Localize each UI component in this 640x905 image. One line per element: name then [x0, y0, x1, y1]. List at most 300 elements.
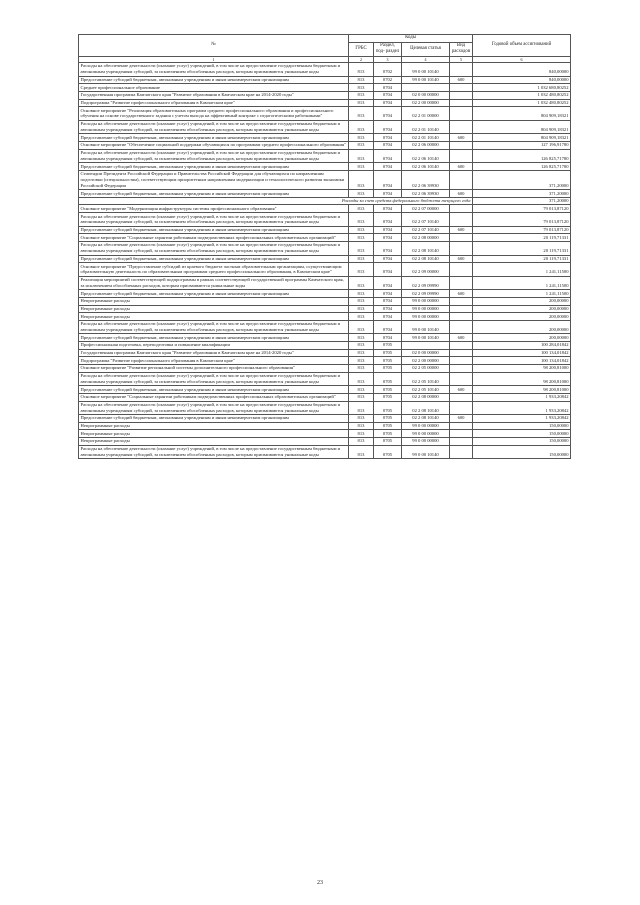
row-target-article: 02 0 00 00000 [402, 349, 450, 357]
row-target-article: 02 2 01 10140 [402, 120, 450, 134]
row-grbs: 813 [349, 357, 374, 365]
row-name: Непрограммные расходы [79, 430, 349, 438]
header-number: № [79, 35, 349, 57]
column-index: 2 [349, 56, 374, 62]
budget-table [78, 34, 571, 459]
table-row [79, 141, 571, 149]
column-index: 4 [402, 56, 450, 62]
row-razdel: 0705 [374, 386, 402, 394]
row-expense-type: 600 [450, 226, 473, 234]
table-row [79, 415, 571, 423]
row-name: Реализация мероприятий соответствующей подпрограммы в рамках соответствующей государственной программы Камчатского края, за исключением обособленных расходов, которым присваиваются уникальные коды [79, 276, 349, 290]
row-grbs: 813 [349, 422, 374, 430]
row-sum: 840,00000 [473, 63, 571, 77]
row-name: Стипендии Президента Российской Федерации и Правительства Российской Федерации для обучающихся по направлениям подготовки (специальностям), соответствующим приоритетным направлениям модернизации и технологического развития экономики Российской Федерации [79, 170, 349, 189]
row-grbs: 813 [349, 365, 374, 373]
row-grbs: 813 [349, 63, 374, 77]
row-sum: 127 196,91780 [473, 141, 571, 149]
row-target-article: 02 2 06 10140 [402, 149, 450, 163]
row-razdel: 0704 [374, 134, 402, 142]
row-sum: 98 200,81000 [473, 386, 571, 394]
row-grbs: 813 [349, 190, 374, 198]
header-target-article: Целевая статья [402, 42, 450, 56]
row-sum: 371,20000 [473, 170, 571, 189]
row-expense-type [450, 438, 473, 446]
row-name: Непрограммные расходы [79, 313, 349, 321]
row-name: Предоставление субсидий бюджетным, автономным учреждениям и иным некоммерческим организациям [79, 190, 349, 198]
row-name: Предоставление субсидий бюджетным, автономным учреждениям и иным некоммерческим организациям [79, 386, 349, 394]
table-row [79, 263, 571, 277]
row-target-article: 99 0 00 00000 [402, 297, 450, 305]
column-index: 5 [450, 56, 473, 62]
table-row [79, 99, 571, 107]
table-row [79, 234, 571, 242]
table-row [79, 297, 571, 305]
row-expense-type: 600 [450, 190, 473, 198]
row-expense-type [450, 342, 473, 350]
row-target-article: 02 2 08 00000 [402, 393, 450, 401]
row-name: Расходы на обеспечение деятельности (оказание услуг) учреждений, в том числе на предоставление государственным бюджетным и автономным учреждениям субсидий, за исключением обособленных расходов, которым присваиваются уникальные коды [79, 120, 349, 134]
row-name: Основное мероприятие "Модернизация инфраструктуры системы профессионального образования" [79, 205, 349, 213]
row-razdel: 0705 [374, 415, 402, 423]
row-expense-type [450, 422, 473, 430]
row-sum: 79 013,87120 [473, 205, 571, 213]
row-target-article: 02 2 08 10140 [402, 241, 450, 255]
row-sum: 98 200,81000 [473, 372, 571, 386]
row-target-article: 99 0 00 00000 [402, 313, 450, 321]
row-grbs: 813 [349, 342, 374, 350]
row-grbs: 813 [349, 305, 374, 313]
row-target-article: 02 2 00 00000 [402, 357, 450, 365]
row-sum: 1 032 680,80252 [473, 84, 571, 92]
row-target-article: 99 0 00 00000 [402, 438, 450, 446]
row-expense-type [450, 234, 473, 242]
row-target-article: 02 2 08 10140 [402, 415, 450, 423]
row-razdel: 0704 [374, 205, 402, 213]
table-row [79, 349, 571, 357]
row-expense-type: 600 [450, 386, 473, 394]
row-razdel: 0704 [374, 313, 402, 321]
row-grbs: 813 [349, 149, 374, 163]
row-target-article [402, 84, 450, 92]
header-grbs: ГРБС [349, 42, 374, 56]
row-target-article: 02 2 08 10140 [402, 401, 450, 415]
row-expense-type: 600 [450, 163, 473, 171]
row-grbs: 813 [349, 205, 374, 213]
row-grbs: 813 [349, 76, 374, 84]
row-grbs: 813 [349, 297, 374, 305]
row-razdel: 0704 [374, 163, 402, 171]
table-row [79, 163, 571, 171]
row-grbs: 813 [349, 163, 374, 171]
row-grbs: 813 [349, 430, 374, 438]
row-grbs: 813 [349, 84, 374, 92]
row-name: Профессиональная подготовка, переподготовка и повышение квалификации [79, 342, 349, 350]
row-target-article: 02 2 09 00000 [402, 263, 450, 277]
row-name: Государственная программа Камчатского края "Развитие образования в Камчатском крае на 2014-2020 годы" [79, 349, 349, 357]
row-expense-type [450, 213, 473, 227]
row-sum: 200,00000 [473, 320, 571, 334]
row-grbs: 813 [349, 445, 374, 459]
row-grbs: 813 [349, 99, 374, 107]
row-razdel: 0705 [374, 357, 402, 365]
row-sum: 200,00000 [473, 305, 571, 313]
row-sum: 20 119,71331 [473, 241, 571, 255]
page-number: 23 [317, 880, 323, 886]
row-grbs: 813 [349, 134, 374, 142]
row-sum: 20 119,71331 [473, 234, 571, 242]
row-target-article: 02 2 06 39930 [402, 170, 450, 189]
row-target-article: 99 0 00 10140 [402, 334, 450, 342]
row-sum: 100 134,01842 [473, 357, 571, 365]
table-row [79, 276, 571, 290]
row-expense-type [450, 393, 473, 401]
row-razdel: 0704 [374, 334, 402, 342]
row-sum: 126 825,71780 [473, 149, 571, 163]
row-sum: 1 032 480,80252 [473, 91, 571, 99]
table-row [79, 401, 571, 415]
row-grbs: 813 [349, 349, 374, 357]
row-grbs: 813 [349, 415, 374, 423]
table-row [79, 313, 571, 321]
table-row [79, 386, 571, 394]
row-name: Подпрограмма "Развитие профессионального образования в Камчатском крае" [79, 99, 349, 107]
row-expense-type [450, 263, 473, 277]
row-name: Предоставление субсидий бюджетным, автономным учреждениям и иным некоммерческим организациям [79, 134, 349, 142]
row-target-article: 99 0 00 00000 [402, 430, 450, 438]
row-grbs: 813 [349, 141, 374, 149]
row-target-article: 02 2 06 39930 [402, 190, 450, 198]
row-razdel: 0704 [374, 226, 402, 234]
row-name: Непрограммные расходы [79, 438, 349, 446]
table-row [79, 226, 571, 234]
table-row [79, 290, 571, 298]
row-razdel: 0704 [374, 320, 402, 334]
row-expense-type [450, 357, 473, 365]
table-row [79, 63, 571, 77]
row-expense-type [450, 430, 473, 438]
row-name: Расходы на обеспечение деятельности (оказание услуг) учреждений, в том числе на предоставление государственным бюджетным и автономным учреждениям субсидий, за исключением обособленных расходов, которым присваиваются уникальные коды [79, 445, 349, 459]
row-sum: 98 200,81000 [473, 365, 571, 373]
row-expense-type [450, 107, 473, 121]
row-sum: 1 032 480,80252 [473, 99, 571, 107]
row-grbs: 813 [349, 255, 374, 263]
row-target-article: 02 2 09 09990 [402, 290, 450, 298]
row-razdel: 0705 [374, 422, 402, 430]
row-sum: 20 119,71331 [473, 255, 571, 263]
note-text: Расходы за счет средств федерального бюджета текущего года [79, 197, 473, 205]
row-razdel: 0704 [374, 141, 402, 149]
row-expense-type: 600 [450, 334, 473, 342]
row-grbs: 813 [349, 386, 374, 394]
row-name: Основное мероприятие "Обеспечение социальной поддержки обучающихся по программам среднего профессионального образования" [79, 141, 349, 149]
table-row [79, 372, 571, 386]
row-grbs: 813 [349, 320, 374, 334]
row-sum: 79 013,87120 [473, 226, 571, 234]
row-razdel: 0704 [374, 290, 402, 298]
row-expense-type [450, 91, 473, 99]
table-row [79, 241, 571, 255]
row-razdel: 0705 [374, 349, 402, 357]
row-expense-type [450, 241, 473, 255]
document-page [78, 34, 570, 459]
column-index: 3 [374, 56, 402, 62]
table-row [79, 305, 571, 313]
row-expense-type [450, 205, 473, 213]
row-sum: 150,00000 [473, 422, 571, 430]
row-razdel: 0704 [374, 213, 402, 227]
table-row [79, 438, 571, 446]
table-row [79, 342, 571, 350]
row-name: Основное мероприятие "Предоставление субсидий из краевого бюджета частным образовательным организациям, осуществляющим образовательную деятельность по образовательным программам среднего профессионального образования, в Камчатском крае" [79, 263, 349, 277]
table-row [79, 134, 571, 142]
table-row [79, 205, 571, 213]
row-razdel: 0705 [374, 430, 402, 438]
row-name: Расходы на обеспечение деятельности (оказание услуг) учреждений, в том числе на предоставление государственным бюджетным и автономным учреждениям субсидий, за исключением обособленных расходов, которым присваиваются уникальные коды [79, 401, 349, 415]
row-razdel: 0704 [374, 84, 402, 92]
table-row [79, 190, 571, 198]
row-grbs: 813 [349, 120, 374, 134]
row-expense-type [450, 99, 473, 107]
header-razdel: Раздел, под- раздел [374, 42, 402, 56]
row-razdel: 0704 [374, 263, 402, 277]
row-target-article: 99 0 00 00000 [402, 422, 450, 430]
row-expense-type [450, 276, 473, 290]
row-grbs: 813 [349, 213, 374, 227]
row-expense-type [450, 365, 473, 373]
row-sum: 1 933,20842 [473, 393, 571, 401]
table-row [79, 197, 571, 205]
row-target-article: 02 2 00 00000 [402, 99, 450, 107]
row-grbs: 813 [349, 107, 374, 121]
table-row [79, 365, 571, 373]
row-target-article: 02 2 01 10140 [402, 134, 450, 142]
row-razdel: 0702 [374, 76, 402, 84]
row-razdel: 0704 [374, 149, 402, 163]
row-sum: 100 284,01842 [473, 342, 571, 350]
row-name: Основное мероприятие "Социальные гарантии работникам подведомственных профессиональных образовательных организаций" [79, 234, 349, 242]
table-row [79, 91, 571, 99]
row-name: Предоставление субсидий бюджетным, автономным учреждениям и иным некоммерческим организациям [79, 76, 349, 84]
row-grbs: 813 [349, 401, 374, 415]
row-grbs: 813 [349, 393, 374, 401]
row-target-article: 02 2 05 10140 [402, 386, 450, 394]
row-expense-type [450, 401, 473, 415]
row-razdel: 0705 [374, 365, 402, 373]
row-razdel: 0705 [374, 372, 402, 386]
row-name: Предоставление субсидий бюджетным, автономным учреждениям и иным некоммерческим организациям [79, 226, 349, 234]
row-razdel: 0704 [374, 234, 402, 242]
row-sum: 1 933,20842 [473, 401, 571, 415]
row-target-article: 99 0 00 10140 [402, 76, 450, 84]
row-name: Предоставление субсидий бюджетным, автономным учреждениям и иным некоммерческим организациям [79, 415, 349, 423]
row-target-article: 02 0 00 00000 [402, 91, 450, 99]
row-name: Расходы на обеспечение деятельности (оказание услуг) учреждений, в том числе на предоставление государственным бюджетным и автономным учреждениям субсидий, за исключением обособленных расходов, которым присваиваются уникальные коды [79, 213, 349, 227]
row-name: Предоставление субсидий бюджетным, автономным учреждениям и иным некоммерческим организациям [79, 163, 349, 171]
row-sum: 200,00000 [473, 313, 571, 321]
row-expense-type [450, 63, 473, 77]
row-expense-type [450, 84, 473, 92]
row-sum: 840,00000 [473, 76, 571, 84]
row-razdel: 0705 [374, 438, 402, 446]
row-target-article [402, 342, 450, 350]
row-razdel: 0704 [374, 255, 402, 263]
row-target-article: 02 2 05 00000 [402, 365, 450, 373]
row-sum: 371,20000 [473, 197, 571, 205]
table-row [79, 76, 571, 84]
row-expense-type [450, 149, 473, 163]
row-razdel: 0704 [374, 305, 402, 313]
row-name: Непрограммные расходы [79, 305, 349, 313]
row-grbs: 813 [349, 276, 374, 290]
row-expense-type [450, 297, 473, 305]
row-target-article: 02 2 09 09990 [402, 276, 450, 290]
row-grbs: 813 [349, 313, 374, 321]
row-sum: 79 013,87120 [473, 213, 571, 227]
row-sum: 1 241,11500 [473, 263, 571, 277]
row-expense-type: 600 [450, 255, 473, 263]
row-razdel: 0704 [374, 190, 402, 198]
row-expense-type [450, 141, 473, 149]
table-row [79, 213, 571, 227]
row-sum: 804 909,18321 [473, 134, 571, 142]
row-sum: 200,00000 [473, 334, 571, 342]
row-target-article: 02 2 08 10140 [402, 255, 450, 263]
row-target-article: 02 2 07 00000 [402, 205, 450, 213]
row-target-article: 02 2 01 00000 [402, 107, 450, 121]
row-sum: 150,00000 [473, 438, 571, 446]
row-razdel: 0704 [374, 276, 402, 290]
row-expense-type: 600 [450, 415, 473, 423]
table-header-row-1 [79, 35, 571, 43]
row-razdel: 0705 [374, 401, 402, 415]
table-row [79, 120, 571, 134]
row-target-article: 02 2 07 10140 [402, 226, 450, 234]
row-sum: 1 933,20842 [473, 415, 571, 423]
row-expense-type [450, 349, 473, 357]
row-name: Предоставление субсидий бюджетным, автономным учреждениям и иным некоммерческим организациям [79, 334, 349, 342]
row-sum: 1 241,11500 [473, 290, 571, 298]
table-row [79, 255, 571, 263]
row-razdel: 0704 [374, 99, 402, 107]
table-row [79, 84, 571, 92]
table-row [79, 170, 571, 189]
row-grbs: 813 [349, 263, 374, 277]
row-expense-type [450, 445, 473, 459]
row-grbs: 813 [349, 290, 374, 298]
table-row [79, 430, 571, 438]
header-codes: Коды [349, 35, 473, 43]
table-row [79, 334, 571, 342]
row-grbs: 813 [349, 438, 374, 446]
row-sum: 804 909,18321 [473, 107, 571, 121]
row-grbs: 813 [349, 91, 374, 99]
row-name: Непрограммные расходы [79, 297, 349, 305]
row-sum: 100 134,01842 [473, 349, 571, 357]
row-name: Расходы на обеспечение деятельности (оказание услуг) учреждений, в том числе на предоставление государственным бюджетным и автономным учреждениям субсидий, за исключением обособленных расходов, которым присваиваются уникальные коды [79, 149, 349, 163]
row-razdel: 0704 [374, 170, 402, 189]
row-name: Расходы на обеспечение деятельности (оказание услуг) учреждений, в том числе на предоставление государственным бюджетным и автономным учреждениям субсидий, за исключением обособленных расходов, которым присваиваются уникальные коды [79, 320, 349, 334]
row-razdel: 0704 [374, 241, 402, 255]
row-name: Основное мероприятие "Социальные гарантии работникам подведомственных профессиональных образовательных организаций" [79, 393, 349, 401]
row-name: Государственная программа Камчатского края "Развитие образования в Камчатском крае на 2014-2020 годы" [79, 91, 349, 99]
table-row [79, 320, 571, 334]
row-sum: 126 825,71780 [473, 163, 571, 171]
row-sum: 150,00000 [473, 445, 571, 459]
row-expense-type: 600 [450, 290, 473, 298]
row-grbs: 813 [349, 372, 374, 386]
row-target-article: 99 0 00 00000 [402, 305, 450, 313]
row-name: Среднее профессиональное образование [79, 84, 349, 92]
table-row [79, 357, 571, 365]
header-expense-type: Вид расходов [450, 42, 473, 56]
row-target-article: 99 0 00 10140 [402, 63, 450, 77]
row-sum: 150,00000 [473, 430, 571, 438]
table-row [79, 107, 571, 121]
row-razdel: 0702 [374, 63, 402, 77]
row-grbs: 813 [349, 234, 374, 242]
row-grbs: 813 [349, 241, 374, 255]
row-grbs: 813 [349, 334, 374, 342]
row-target-article: 02 2 06 10140 [402, 163, 450, 171]
row-expense-type [450, 120, 473, 134]
column-index: 6 [473, 56, 571, 62]
row-sum: 804 909,18321 [473, 120, 571, 134]
row-expense-type: 600 [450, 76, 473, 84]
header-annual-sum: Годовой объем ассигнований [473, 35, 571, 57]
row-razdel: 0705 [374, 342, 402, 350]
column-index: 1 [79, 56, 349, 62]
row-target-article: 02 2 06 00000 [402, 141, 450, 149]
row-grbs: 813 [349, 226, 374, 234]
row-sum: 371,20000 [473, 190, 571, 198]
row-expense-type [450, 170, 473, 189]
row-sum: 200,00000 [473, 297, 571, 305]
row-target-article: 99 0 00 10140 [402, 320, 450, 334]
row-target-article: 02 2 08 00000 [402, 234, 450, 242]
row-target-article: 02 2 07 10140 [402, 213, 450, 227]
row-grbs: 813 [349, 170, 374, 189]
row-expense-type [450, 313, 473, 321]
row-expense-type [450, 372, 473, 386]
row-razdel: 0704 [374, 297, 402, 305]
row-expense-type [450, 320, 473, 334]
row-expense-type [450, 305, 473, 313]
row-name: Расходы на обеспечение деятельности (оказание услуг) учреждений, в том числе на предоставление государственным бюджетным и автономным учреждениям субсидий, за исключением обособленных расходов, которым присваиваются уникальные коды [79, 63, 349, 77]
row-razdel: 0705 [374, 393, 402, 401]
row-name: Предоставление субсидий бюджетным, автономным учреждениям и иным некоммерческим организациям [79, 255, 349, 263]
row-name: Основное мероприятие "Развитие региональной системы дополнительного профессионального образования" [79, 365, 349, 373]
row-name: Непрограммные расходы [79, 422, 349, 430]
table-row [79, 445, 571, 459]
table-body [79, 56, 571, 458]
row-sum: 1 241,11500 [473, 276, 571, 290]
row-expense-type: 600 [450, 134, 473, 142]
row-razdel: 0704 [374, 91, 402, 99]
table-row [79, 149, 571, 163]
row-target-article: 02 2 05 10140 [402, 372, 450, 386]
row-razdel: 0704 [374, 120, 402, 134]
row-name: Расходы на обеспечение деятельности (оказание услуг) учреждений, в том числе на предоставление государственным бюджетным и автономным учреждениям субсидий, за исключением обособленных расходов, которым присваиваются уникальные коды [79, 241, 349, 255]
row-name: Предоставление субсидий бюджетным, автономным учреждениям и иным некоммерческим организациям [79, 290, 349, 298]
row-razdel: 0705 [374, 445, 402, 459]
row-target-article: 99 0 00 10140 [402, 445, 450, 459]
table-row [79, 422, 571, 430]
row-name: Подпрограмма "Развитие профессионального образования в Камчатском крае" [79, 357, 349, 365]
row-razdel: 0704 [374, 107, 402, 121]
row-name: Расходы на обеспечение деятельности (оказание услуг) учреждений, в том числе на предоставление государственным бюджетным и автономным учреждениям субсидий, за исключением обособленных расходов, которым присваиваются уникальные коды [79, 372, 349, 386]
table-row [79, 393, 571, 401]
